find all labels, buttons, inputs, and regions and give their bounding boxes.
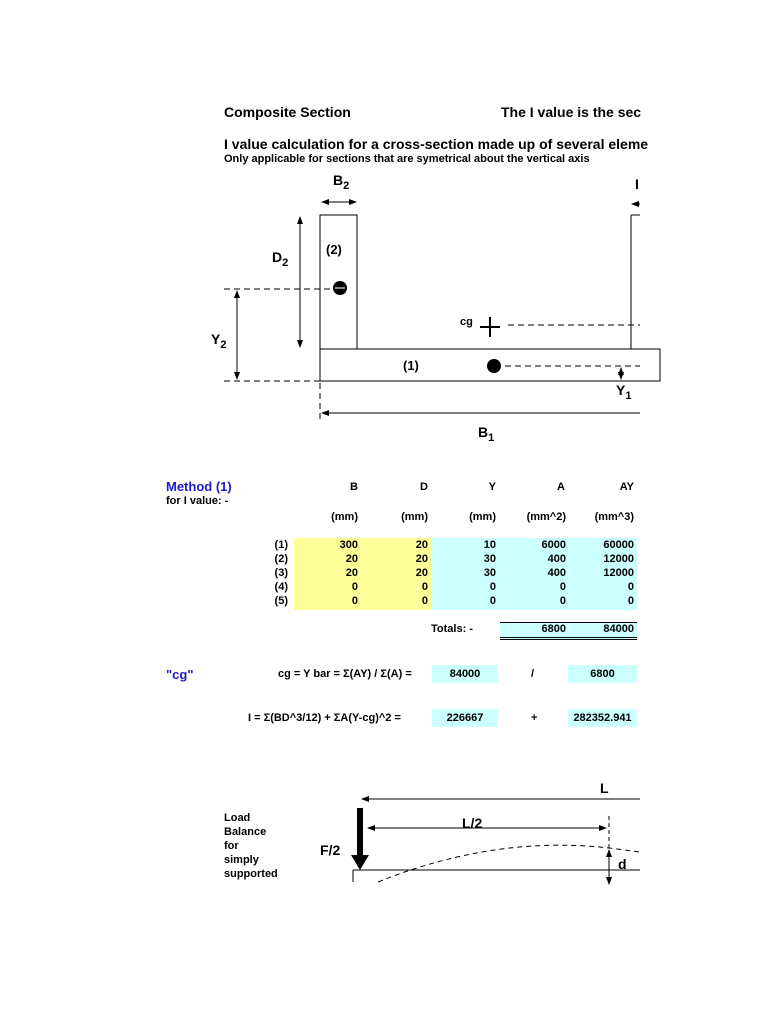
half-span-label: L/2 — [462, 815, 483, 831]
method-subtitle: for I value: - — [166, 495, 229, 507]
unit-ay: (mm^3) — [594, 511, 634, 523]
row-label: (1) — [274, 539, 288, 551]
force-arrow — [357, 808, 363, 858]
cell-a: 6000 — [541, 539, 566, 551]
cg-denominator: 6800 — [590, 668, 615, 680]
cell-a: 400 — [547, 567, 566, 579]
header-note: The I value is the sec — [501, 104, 642, 120]
cell-ay: 0 — [627, 595, 634, 607]
cell-y[interactable]: 30 — [483, 567, 496, 579]
cg-divide-sign: / — [531, 668, 535, 680]
drape-label: d — [618, 856, 627, 872]
span-l-label: L — [600, 780, 609, 796]
header-y: Y — [488, 481, 496, 493]
b1-label: $B_1$ — [478, 424, 495, 444]
totals-label: Totals: - — [431, 623, 473, 635]
load-balance-caption: Load Balance for simply supported — [224, 812, 278, 880]
unit-a: (mm^2) — [526, 511, 566, 523]
unit-y: (mm) — [469, 511, 496, 523]
i-value2: 282352.941 — [573, 712, 632, 724]
force-label: F/2 — [320, 842, 341, 858]
cell-b[interactable]: 20 — [345, 567, 358, 579]
header-ay: AY — [619, 481, 634, 493]
cell-d[interactable]: 20 — [415, 539, 428, 551]
row-label: (5) — [274, 595, 288, 607]
section-heading: I value calculation for a cross-section made up of several eleme — [224, 136, 649, 152]
cell-d[interactable]: 20 — [415, 567, 428, 579]
cell-ay: 60000 — [603, 539, 634, 551]
i-plus-sign: + — [531, 712, 538, 724]
element-2-label: (2) — [326, 242, 342, 257]
cell-a: 0 — [559, 581, 566, 593]
cell-ay: 0 — [627, 581, 634, 593]
cell-b[interactable]: 300 — [339, 539, 358, 551]
total-a: 6800 — [541, 623, 566, 635]
element-1-label: (1) — [403, 358, 419, 373]
header-a: A — [557, 481, 565, 493]
cg-numerator: 84000 — [449, 668, 481, 680]
cell-d[interactable]: 20 — [415, 553, 428, 565]
i-value1: 226667 — [446, 712, 484, 724]
row-label: (3) — [274, 567, 288, 579]
b2-label: $B_2$ — [333, 172, 350, 192]
y2-label: $Y_2$ — [211, 331, 227, 351]
unit-b: (mm) — [331, 511, 358, 523]
page-title: Composite Section — [224, 104, 351, 120]
cell-b[interactable]: 0 — [351, 595, 358, 607]
cell-y[interactable]: 10 — [483, 539, 496, 551]
d2-label: $D_2$ — [272, 249, 289, 269]
i-formula: I = Σ(BD^3/12) + ΣA(Y-cg)^2 = — [248, 712, 401, 724]
cg-formula: cg = Y bar = Σ(AY) / Σ(A) = — [278, 668, 412, 680]
cell-y[interactable]: 30 — [483, 553, 496, 565]
cg-title: "cg" — [166, 667, 194, 682]
cg-label: cg — [460, 316, 473, 328]
cell-b[interactable]: 20 — [345, 553, 358, 565]
cell-y[interactable]: 0 — [489, 595, 496, 607]
total-ay: 84000 — [603, 623, 634, 635]
unit-d: (mm) — [401, 511, 428, 523]
method-title: Method (1) — [166, 479, 232, 494]
tendon-profile — [378, 845, 640, 882]
row-label: (4) — [274, 581, 288, 593]
section-subheading: Only applicable for sections that are symetrical about the vertical axis — [224, 153, 590, 165]
row-label: (2) — [274, 553, 288, 565]
cell-d[interactable]: 0 — [421, 581, 428, 593]
cut-label: I — [635, 176, 639, 192]
cell-a: 0 — [559, 595, 566, 607]
header-d: D — [420, 481, 428, 493]
cell-y[interactable]: 0 — [489, 581, 496, 593]
header-b: B — [350, 481, 358, 493]
cell-a: 400 — [547, 553, 566, 565]
cell-ay: 12000 — [603, 567, 634, 579]
cell-ay: 12000 — [603, 553, 634, 565]
y1-label: $Y_1$ — [616, 382, 632, 402]
cell-b[interactable]: 0 — [351, 581, 358, 593]
cell-d[interactable]: 0 — [421, 595, 428, 607]
